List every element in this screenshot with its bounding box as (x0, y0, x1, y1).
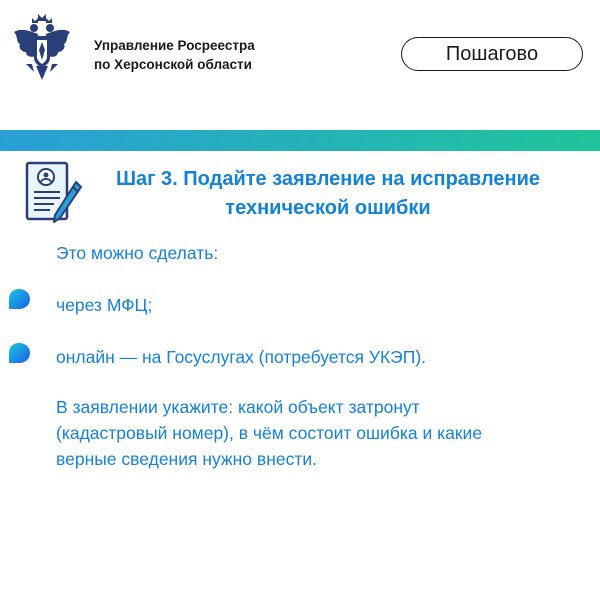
organization-name-line1: Управление Росреестра (94, 38, 255, 53)
speech-bubble-bullet-icon (8, 342, 31, 364)
document-pen-icon (24, 160, 84, 230)
gradient-band (0, 130, 600, 151)
option-gosuslugi: онлайн — на Госуслугах (потребуется УКЭП). (56, 347, 427, 367)
organization-name-line2: по Херсонской области (94, 57, 252, 72)
option-mfc: через МФЦ; (56, 295, 153, 315)
step-title (90, 165, 566, 223)
speech-bubble-bullet-icon (8, 288, 31, 310)
instruction-line: верные сведения нужно внести. (56, 449, 317, 469)
instruction-line: В заявлении укажите: какой объект затронут (56, 397, 420, 417)
coat-of-arms-icon (14, 14, 70, 82)
intro-text: Это можно сделать: (56, 243, 219, 263)
organization-name (94, 36, 255, 74)
instruction-line: (кадастровый номер), в чём состоит ошибка и какие (56, 423, 483, 443)
step-title-line2: технической ошибки (225, 197, 431, 219)
instruction-paragraph (56, 394, 576, 472)
step-by-step-badge (401, 37, 583, 71)
step-by-step-label: Пошагово (445, 42, 539, 65)
step-title-line1: Шаг 3. Подайте заявление на исправление (115, 168, 541, 190)
